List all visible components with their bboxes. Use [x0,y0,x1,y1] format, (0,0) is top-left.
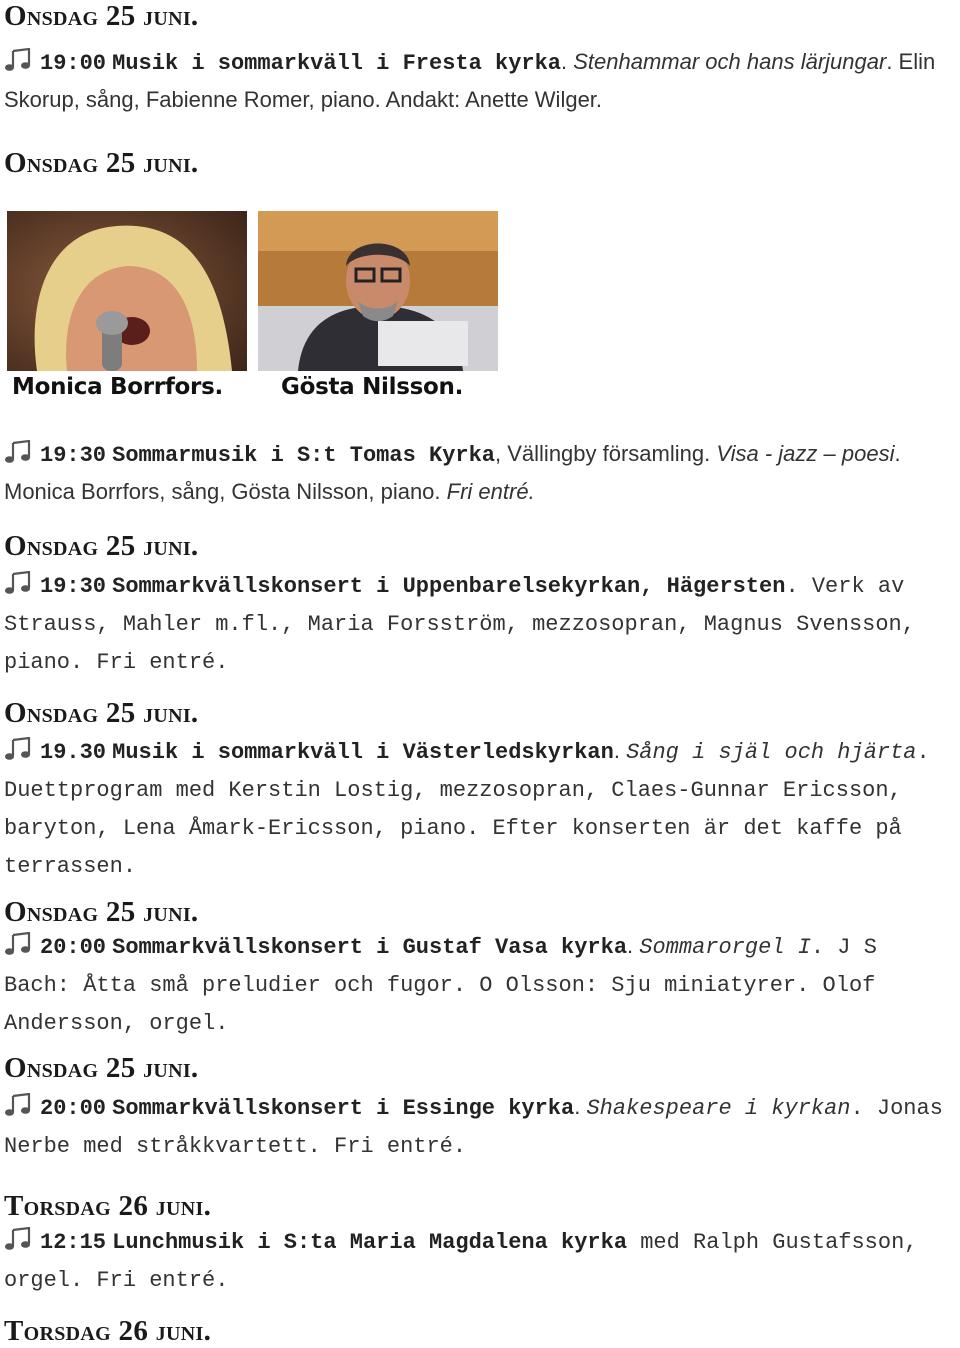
event-details: . J S Bach: Åtta små preludier och fugor. O Olsson: Sju miniatyrer. Olof Andersson, orgel. [4,935,877,1036]
day-heading: Torsdag 26 juni. [4,1315,212,1347]
music-note-icon [4,48,32,72]
event-theme: Sommarorgel I [639,935,811,960]
event-time: 19:00 [40,51,107,76]
event-entry [4,1223,954,1299]
event-details: . Elin Skorup, sång, Fabienne Romer, piano. Andakt: Anette Wilger. [4,49,936,112]
day-heading: Onsdag 25 juni. [4,530,199,562]
event-time: 12:15 [40,1230,107,1255]
event-entry [4,44,954,118]
music-note-icon [4,571,32,595]
event-entry [4,928,954,1042]
event-time: 19.30 [40,740,107,765]
music-note-icon [4,737,32,761]
event-entry [4,1089,954,1165]
event-separator: . [574,1094,587,1119]
event-admission: Fri entré. [446,479,535,504]
portrait-singer-photo [7,211,247,371]
event-title: Lunchmusik i S:ta Maria Magdalena kyrka [112,1230,628,1255]
event-details: . Monica Borrfors, sång, Gösta Nilsson, piano. [4,441,901,504]
event-theme: Visa - jazz – poesi [716,441,895,466]
music-note-icon [4,932,32,956]
day-heading: Onsdag 25 juni. [4,896,199,928]
event-title: Musik i sommarkväll i Västerledskyrkan [112,740,614,765]
day-heading: Onsdag 25 juni. [4,147,199,179]
event-title: Sommarkvällskonsert i Essinge kyrka [112,1096,575,1121]
event-theme: Stenhammar och hans lärjungar [573,49,887,74]
music-note-icon [4,1227,32,1251]
day-heading: Torsdag 26 juni. [4,1190,212,1222]
event-entry [4,567,954,681]
event-separator: . [613,738,627,763]
photo-caption: Monica Borrfors. [12,374,223,400]
day-heading: Onsdag 25 juni. [4,1052,199,1084]
event-details: . Duettprogram med Kerstin Lostig, mezzosopran, Claes-Gunnar Ericsson, baryton, Lena Åmark-Ericsson, piano. Efter konserten är det kaffe på terrassen. [4,740,930,879]
event-time: 20:00 [40,935,107,960]
event-theme: Sång i själ och hjärta [626,740,917,765]
event-details: med Ralph Gustafsson, orgel. Fri entré. [4,1230,918,1293]
event-entry [4,733,954,885]
event-time: 19:30 [40,574,107,599]
day-heading: Onsdag 25 juni. [4,0,199,32]
event-title: Sommarkvällskonsert i Uppenbarelsekyrkan, Hägersten [112,574,786,599]
photo-caption: Gösta Nilsson. [281,374,464,400]
event-title: Sommarkvällskonsert i Gustaf Vasa kyrka [112,935,628,960]
event-title: Sommarmusik i S:t Tomas Kyrka [112,443,496,468]
event-time: 20:00 [40,1096,107,1121]
portrait-pianist-photo [258,211,498,371]
music-note-icon [4,440,32,464]
event-details: . Verk av Strauss, Mahler m.fl., Maria Forsström, mezzosopran, Magnus Svensson, piano. Fri entré. [4,574,915,675]
event-separator: . [561,49,574,74]
event-time: 19:30 [40,443,107,468]
event-theme: Shakespeare i kyrkan [586,1096,851,1121]
event-title: Musik i sommarkväll i Fresta kyrka [112,51,562,76]
event-entry [4,436,954,510]
event-details: . Jonas Nerbe med stråkkvartett. Fri entré. [4,1096,943,1159]
event-separator: , Vällingby församling. [495,441,717,466]
day-heading: Onsdag 25 juni. [4,697,199,729]
event-separator: . [627,933,640,958]
music-note-icon [4,1093,32,1117]
